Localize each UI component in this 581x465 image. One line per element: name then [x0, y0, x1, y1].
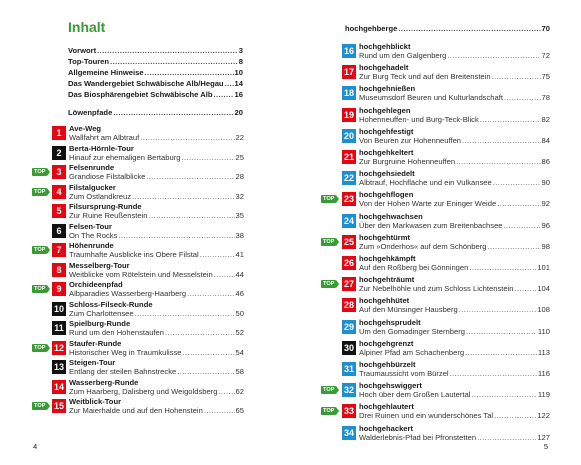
- tour-subtitle-label: On The Rocks: [69, 230, 118, 240]
- tour-title: hochgehhütet: [359, 296, 410, 306]
- dot-leader: [480, 115, 541, 124]
- tour-title: hochgehsprudelt: [359, 317, 421, 327]
- dot-leader: [187, 289, 234, 298]
- dot-leader: [181, 153, 234, 162]
- tour-number-badge: 23: [343, 194, 354, 205]
- tour-subtitle: [69, 270, 244, 279]
- tour-subtitle-page: 41: [235, 250, 244, 259]
- tour-subtitle: [69, 387, 244, 396]
- tour-subtitle-label: Weitblicke vom Rötelstein und Messelstein: [69, 269, 213, 279]
- tour-subtitle-page: 35: [235, 211, 244, 220]
- tour-subtitle: [359, 242, 550, 251]
- tour-subtitle-page: 65: [235, 406, 244, 415]
- tour-title: Wasserberg-Runde: [69, 377, 139, 387]
- tour-subtitle: [359, 93, 550, 102]
- tour-subtitle: [359, 157, 550, 166]
- dot-leader: [145, 68, 234, 77]
- tour-subtitle-label: Traumhafte Ausblicke ins Obere Filstal: [69, 250, 199, 259]
- tour-subtitle-label: Albparadies Wasserberg-Haarberg: [69, 289, 187, 298]
- tour-subtitle-page: 32: [235, 191, 244, 201]
- intro-item-page: 16: [234, 90, 243, 99]
- tour-title: Felsen-Tour: [69, 221, 112, 231]
- dot-leader: [459, 305, 537, 314]
- tour-subtitle: [69, 133, 244, 142]
- tour-subtitle-label: Alpiner Pfad am Schachenberg: [359, 347, 465, 357]
- tour-subtitle-label: Zum »Onderhos« auf dem Schönberg: [359, 241, 487, 251]
- tour-subtitle-label: Zur Burg Teck und auf den Breitenstein: [359, 72, 491, 82]
- tour-subtitle: [359, 348, 550, 357]
- top-tour-flag: TOP: [323, 196, 335, 203]
- tour-subtitle-page: 58: [235, 367, 244, 376]
- tour-subtitle-page: 54: [235, 347, 244, 357]
- tour-number-badge: 14: [53, 381, 64, 392]
- tour-title: Filstalgucker: [69, 182, 116, 192]
- tour-subtitle-page: 116: [537, 369, 550, 378]
- intro-item: [68, 79, 243, 88]
- dot-leader: [487, 242, 540, 251]
- top-tour-flag: TOP: [34, 169, 46, 175]
- intro-item-page: 3: [238, 46, 243, 55]
- tour-title: Messelberg-Tour: [69, 260, 130, 270]
- tour-subtitle-page: 25: [235, 152, 244, 162]
- tour-number-badge: 32: [343, 385, 354, 396]
- tour-subtitle-label: Über den Markwasen zum Breitenbachsee: [359, 220, 503, 230]
- section-loewenpfade-line: [68, 108, 243, 117]
- tour-subtitle-label: Historischer Weg in Traumkulisse: [69, 347, 182, 357]
- dot-leader: [497, 199, 540, 208]
- tour-subtitle: [359, 411, 550, 420]
- tour-title: Berta-Hörnle-Tour: [69, 143, 134, 153]
- top-tour-flag: TOP: [34, 247, 46, 253]
- tour-subtitle-label: Zum Charlottensee: [69, 308, 134, 318]
- tour-subtitle-page: 38: [235, 230, 244, 240]
- top-tour-flag: TOP: [323, 408, 335, 415]
- tour-subtitle-page: 72: [541, 51, 550, 60]
- tour-number-badge: 27: [343, 279, 354, 290]
- page-number-left: 4: [33, 442, 38, 451]
- tour-subtitle-page: 82: [541, 114, 550, 124]
- dot-leader: [450, 369, 537, 378]
- tour-title: hochgehträumt: [359, 275, 415, 285]
- tour-subtitle-label: Zum Ostlandkreuz: [69, 191, 132, 201]
- tour-subtitle: [359, 72, 550, 81]
- tour-subtitle-page: 62: [235, 386, 244, 396]
- tour-subtitle: [359, 199, 550, 208]
- tour-number-badge: 13: [53, 362, 64, 372]
- dot-leader: [466, 327, 537, 336]
- tour-number-badge: 34: [343, 427, 354, 438]
- tour-subtitle-page: 46: [235, 289, 244, 298]
- page-number-right: 5: [543, 442, 548, 451]
- tour-subtitle: [359, 284, 550, 293]
- tour-title: hochgehkeltert: [359, 148, 414, 157]
- tour-subtitle: [359, 115, 550, 124]
- dot-leader: [477, 433, 536, 442]
- top-tour-flag: TOP: [323, 238, 335, 245]
- dot-leader: [494, 411, 536, 420]
- tour-subtitle: [359, 136, 550, 145]
- tour-title: Orchideenpfad: [69, 280, 123, 289]
- tour-title: hochgehfestigt: [359, 126, 414, 136]
- tour-subtitle-label: Hoch über dem Großen Lautertal: [359, 390, 471, 400]
- tour-subtitle-label: Zur Maierhalde und auf den Hohenstein: [69, 406, 203, 415]
- tour-subtitle-label: Drei Ruinen und ein wunderschönes Tal: [359, 411, 494, 421]
- tour-subtitle: [69, 367, 244, 376]
- intro-item-page: 10: [234, 68, 243, 77]
- tour-subtitle-label: Zur Burgruine Hohenneuffen: [359, 157, 456, 166]
- tour-number-badge: 3: [52, 165, 66, 179]
- dot-leader: [177, 367, 234, 376]
- tour-title: hochgehkämpft: [359, 254, 416, 263]
- tour-subtitle: [69, 192, 244, 201]
- tour-subtitle: [69, 231, 244, 240]
- tour-number-badge: 12: [53, 342, 64, 353]
- tour-subtitle: [359, 51, 550, 60]
- toc-heading: Inhalt: [68, 19, 106, 35]
- dot-leader: [504, 93, 541, 102]
- tour-number-badge: 7: [52, 243, 66, 257]
- tour-subtitle-label: Zur Nebelhöhle und zum Schloss Lichtenstein: [359, 284, 514, 294]
- tour-subtitle-page: 108: [537, 305, 550, 315]
- dot-leader: [97, 46, 238, 55]
- tour-subtitle: [69, 309, 244, 318]
- tour-number-badge: 30: [343, 342, 354, 353]
- intro-item-page: 8: [238, 57, 243, 66]
- intro-item-label: Top-Touren: [68, 57, 110, 66]
- intro-item: [68, 57, 243, 66]
- tour-number-badge: 22: [343, 173, 354, 184]
- tour-subtitle-label: Zum Haarberg, Dalisberg und Weigoldsberg: [69, 386, 218, 396]
- tour-subtitle-page: 104: [537, 284, 550, 294]
- tour-title: hochgehblickt: [359, 42, 411, 51]
- tour-subtitle: [359, 221, 550, 230]
- top-tour-flag: TOP: [323, 281, 335, 288]
- tour-number-badge: 20: [343, 130, 354, 141]
- intro-item-label: Vorwort: [68, 46, 97, 55]
- tour-subtitle-label: Von der Hohen Warte zur Eninger Weide: [359, 199, 497, 209]
- tour-number-badge: 24: [343, 215, 354, 226]
- dot-leader: [447, 51, 540, 60]
- tour-subtitle-page: 110: [537, 326, 550, 336]
- tour-subtitle-page: 98: [541, 241, 550, 251]
- dot-leader: [110, 57, 238, 66]
- tour-subtitle-label: Um den Gomadinger Sternberg: [359, 326, 465, 336]
- tour-title: hochgehlegen: [359, 105, 411, 115]
- tour-number-badge: 1: [52, 126, 66, 140]
- tour-subtitle: [69, 172, 244, 181]
- tour-subtitle-page: 28: [235, 172, 244, 181]
- top-tour-flag: TOP: [34, 344, 46, 351]
- tour-title: hochgehswiggert: [359, 381, 422, 391]
- tour-number-badge: 28: [343, 300, 354, 311]
- tour-subtitle: [69, 211, 244, 220]
- tour-title: hochgehwachsen: [359, 211, 423, 221]
- tour-number-badge: 5: [52, 204, 66, 218]
- intro-item: [68, 90, 243, 99]
- dot-leader: [492, 72, 541, 81]
- tour-subtitle-page: 113: [537, 347, 550, 357]
- tour-subtitle: [69, 289, 244, 298]
- tour-subtitle-label: Albtrauf, Hochfläche und ein Vulkansee: [359, 178, 492, 188]
- tour-subtitle: [359, 390, 550, 399]
- tour-subtitle-page: 50: [235, 308, 244, 318]
- tour-subtitle-page: 119: [537, 390, 550, 400]
- tour-subtitle-label: Hinauf zur ehemaligen Bertaburg: [69, 152, 181, 162]
- intro-item-label: Allgemeine Hinweise: [68, 68, 144, 77]
- tour-subtitle-page: 75: [541, 72, 550, 82]
- tour-subtitle-label: Hohenneuffen- und Burg-Teck-Blick: [359, 114, 479, 124]
- tour-number-badge: 17: [343, 67, 354, 78]
- dot-leader: [213, 90, 233, 99]
- tour-subtitle-page: 52: [235, 328, 244, 337]
- tour-subtitle: [359, 178, 550, 187]
- tour-subtitle: [69, 406, 244, 415]
- top-tour-flag: TOP: [34, 403, 46, 409]
- dot-leader: [214, 270, 235, 279]
- top-tour-flag: TOP: [34, 188, 46, 195]
- tour-subtitle-page: 96: [541, 220, 550, 230]
- intro-item-label: Das Biosphärengebiet Schwäbische Alb: [68, 90, 213, 99]
- dot-leader: [140, 133, 234, 142]
- dot-leader: [204, 406, 235, 415]
- tour-title: Höhenrunde: [69, 241, 114, 250]
- tour-subtitle-label: Auf den Roßberg bei Gönningen: [359, 263, 469, 272]
- intro-item: [68, 46, 243, 55]
- dot-leader: [493, 178, 541, 187]
- dot-leader: [465, 348, 537, 357]
- tour-number-badge: 8: [52, 263, 66, 277]
- tour-number-badge: 19: [343, 109, 354, 120]
- tour-subtitle-label: Rund um den Hohenstaufen: [69, 328, 164, 337]
- dot-leader: [469, 263, 536, 272]
- tour-number-badge: 11: [52, 321, 66, 335]
- tour-subtitle-label: Zur Ruine Reußenstein: [69, 211, 148, 220]
- dot-leader: [146, 172, 234, 181]
- tour-subtitle-page: 22: [235, 133, 244, 142]
- tour-title: Steigen-Tour: [69, 358, 116, 367]
- tour-subtitle-label: Auf den Münsinger Hausberg: [359, 305, 458, 315]
- tour-number-badge: 2: [52, 146, 66, 160]
- tour-subtitle-page: 90: [541, 178, 550, 188]
- tour-title: hochgehackert: [359, 423, 414, 433]
- dot-leader: [135, 309, 235, 318]
- tour-subtitle-label: Entlang der steilen Bahnstrecke: [69, 367, 177, 376]
- section-hochgehberge-line: [345, 24, 550, 33]
- dot-leader: [132, 192, 235, 201]
- dot-leader: [218, 387, 234, 396]
- tour-number-badge: 16: [343, 46, 354, 56]
- section-loewenpfade-line-page: 20: [234, 108, 243, 117]
- tour-title: Spielburg-Runde: [69, 319, 131, 328]
- tour-subtitle-label: Rund um den Galgenberg: [359, 51, 447, 60]
- tour-number-badge: 26: [343, 258, 354, 268]
- tour-subtitle: [69, 328, 244, 337]
- tour-subtitle-page: 44: [235, 269, 244, 279]
- tour-subtitle-page: 84: [541, 135, 550, 145]
- dot-leader: [113, 108, 233, 117]
- tour-subtitle-page: 122: [537, 411, 550, 421]
- tour-subtitle-page: 101: [537, 263, 550, 272]
- tour-subtitle-label: Walderlebnis-Pfad bei Pfronstetten: [359, 432, 477, 442]
- section-hochgehberge-line-page: 70: [541, 24, 550, 33]
- tour-subtitle: [69, 250, 244, 259]
- tour-subtitle: [359, 327, 550, 336]
- tour-number-badge: 25: [343, 236, 354, 247]
- tour-subtitle-page: 92: [541, 199, 550, 209]
- tour-subtitle: [69, 348, 244, 357]
- tour-subtitle-label: Museumsdorf Beuren und Kulturlandschaft: [359, 93, 503, 103]
- tour-title: hochgehlautert: [359, 402, 414, 412]
- intro-item-label: Das Wandergebiet Schwäbische Alb/Hegau: [68, 79, 224, 88]
- dot-leader: [456, 157, 540, 166]
- tour-subtitle-label: Wallfahrt am Albtrauf: [69, 133, 140, 142]
- tour-number-badge: 29: [343, 321, 354, 332]
- dot-leader: [118, 231, 234, 240]
- right-page: [290, 0, 581, 465]
- dot-leader: [183, 348, 235, 357]
- dot-leader: [165, 328, 235, 337]
- section-hochgehberge-line-label: hochgehberge: [345, 24, 398, 33]
- top-tour-flag: TOP: [34, 286, 46, 292]
- tour-subtitle: [359, 305, 550, 314]
- tour-number-badge: 9: [52, 282, 66, 296]
- dot-leader: [225, 79, 234, 88]
- tour-title: hochgehgrenzt: [359, 338, 414, 348]
- tour-title: hochgehsiedelt: [359, 169, 415, 179]
- tour-title: Ave-Weg: [69, 124, 102, 133]
- section-loewenpfade-line-label: Löwenpfade: [68, 108, 113, 117]
- tour-subtitle: [359, 369, 550, 378]
- intro-item-page: 14: [234, 79, 243, 88]
- tour-subtitle-label: Grandiose Filstalblicke: [69, 172, 146, 181]
- tour-title: hochgehbürzelt: [359, 360, 416, 369]
- tour-number-badge: 10: [53, 303, 64, 314]
- left-page: [0, 0, 290, 465]
- tour-number-badge: 18: [343, 88, 354, 99]
- tour-subtitle: [359, 263, 550, 272]
- tour-subtitle-page: 127: [537, 432, 550, 442]
- tour-subtitle-page: 86: [541, 157, 550, 166]
- tour-subtitle-page: 78: [541, 93, 550, 103]
- tour-title: Staufer-Runde: [69, 338, 122, 348]
- top-tour-flag: TOP: [323, 387, 335, 394]
- tour-title: hochgehflogen: [359, 190, 414, 200]
- tour-title: hochgehnießen: [359, 84, 416, 94]
- tour-number-badge: 4: [52, 185, 66, 199]
- tour-title: Weitblick-Tour: [69, 397, 122, 406]
- dot-leader: [149, 211, 235, 220]
- tour-title: Schloss-Filseck-Runde: [69, 299, 153, 309]
- tour-number-badge: 31: [343, 364, 354, 374]
- tour-number-badge: 33: [343, 406, 354, 417]
- tour-number-badge: 21: [343, 152, 354, 162]
- dot-leader: [200, 250, 235, 259]
- tour-title: hochgehtürmt: [359, 232, 411, 242]
- tour-subtitle-label: Von Beuren zur Hohenneuffen: [359, 135, 462, 145]
- tour-title: Filsursprung-Runde: [69, 202, 142, 211]
- tour-title: hochgehadelt: [359, 63, 409, 73]
- dot-leader: [462, 136, 541, 145]
- intro-item: [68, 68, 243, 77]
- tour-subtitle: [359, 433, 550, 442]
- dot-leader: [504, 221, 541, 230]
- tour-subtitle-label: Traumaussicht vom Bürzel: [359, 369, 449, 378]
- tour-subtitle: [69, 153, 244, 162]
- tour-number-badge: 15: [53, 401, 64, 411]
- dot-leader: [398, 24, 540, 33]
- dot-leader: [515, 284, 537, 293]
- tour-title: Felsenrunde: [69, 163, 115, 172]
- tour-number-badge: 6: [52, 224, 66, 238]
- dot-leader: [471, 390, 536, 399]
